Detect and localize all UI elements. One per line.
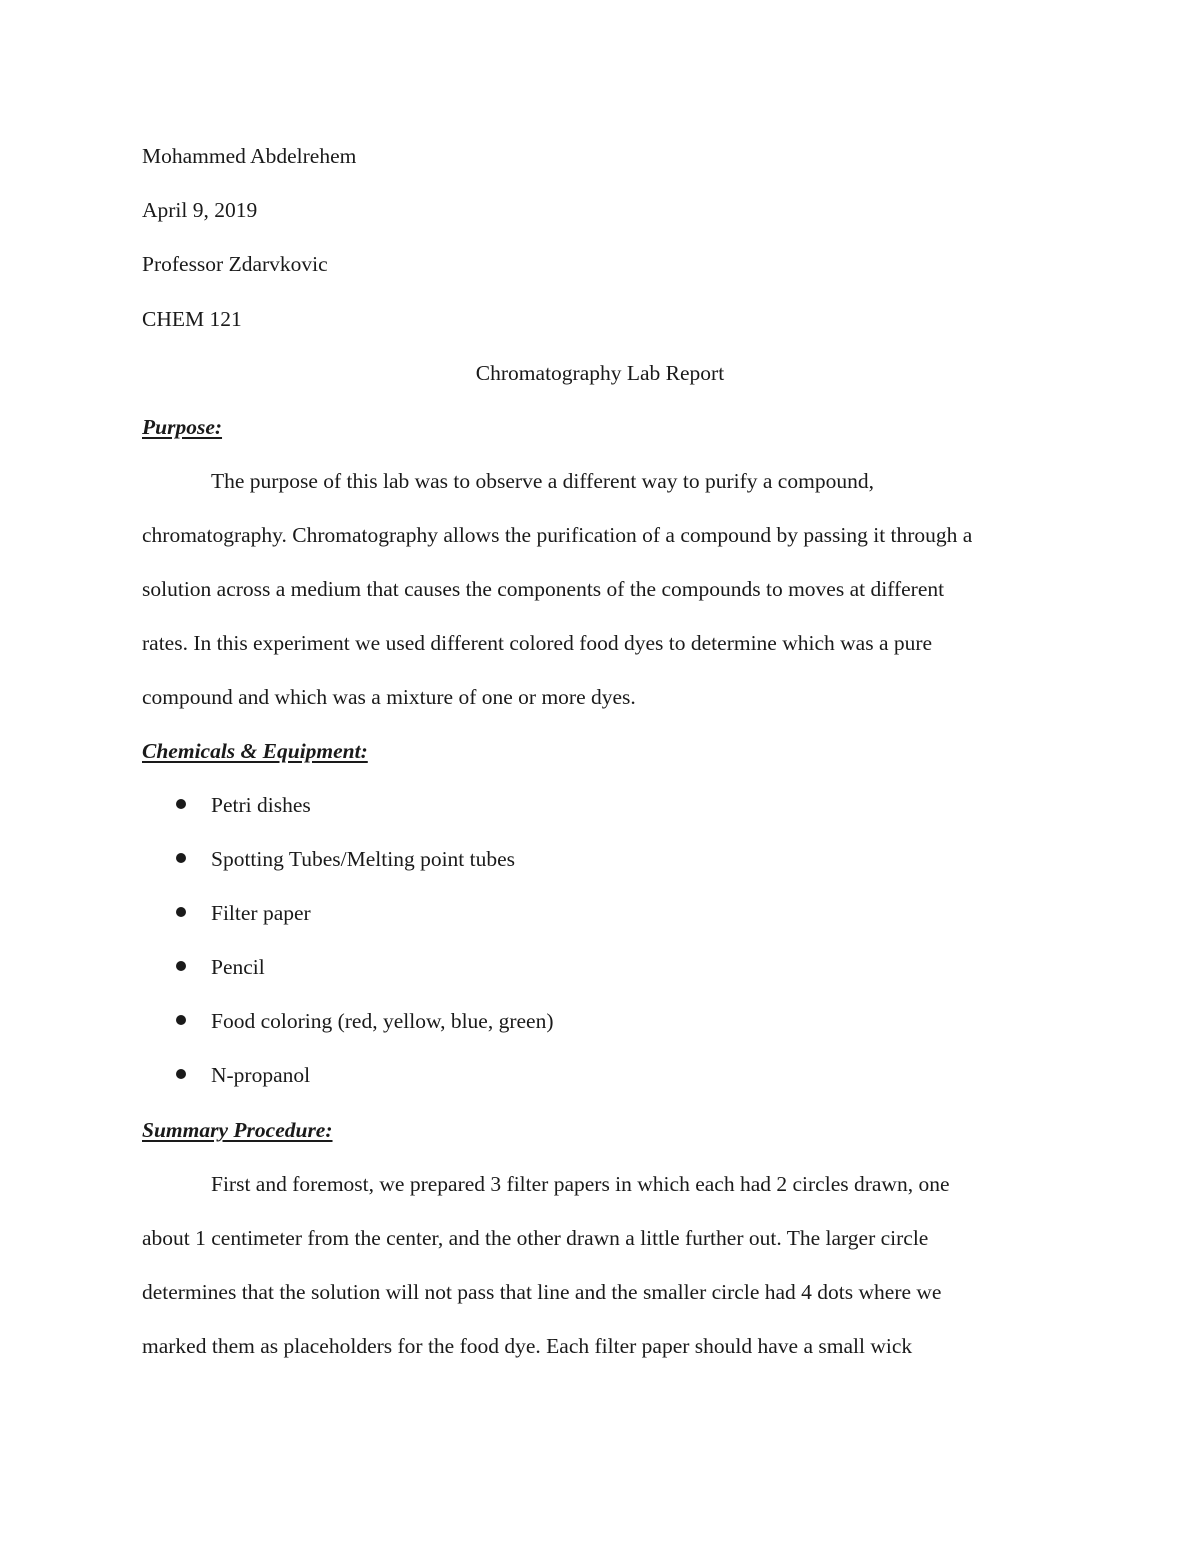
list-item (0, 1006, 1200, 1036)
bullet-icon (176, 1015, 186, 1025)
list-item-text: Spotting Tubes/Melting point tubes (211, 847, 516, 871)
report-date: April 9, 2019 (142, 198, 258, 222)
list-item (0, 898, 1200, 928)
purpose-line: The purpose of this lab was to observe a different way to purify a compound, (211, 469, 874, 493)
list-item-text: Food coloring (red, yellow, blue, green) (211, 1009, 554, 1033)
list-item (0, 790, 1200, 820)
procedure-line: about 1 centimeter from the center, and the other drawn a little further out. The larger circle (142, 1226, 929, 1250)
list-item-text: Petri dishes (211, 793, 311, 817)
author-name: Mohammed Abdelrehem (142, 144, 357, 168)
purpose-line: compound and which was a mixture of one or more dyes. (142, 685, 636, 709)
list-item-text: N-propanol (211, 1063, 311, 1087)
list-item-text: Pencil (211, 955, 265, 979)
bullet-icon (176, 907, 186, 917)
list-item-text: Filter paper (211, 901, 311, 925)
list-item (0, 1060, 1200, 1090)
purpose-heading: Purpose: (142, 415, 223, 439)
purpose-line: rates. In this experiment we used different colored food dyes to determine which was a pure (142, 631, 933, 655)
equipment-heading: Chemicals & Equipment: (142, 739, 368, 763)
list-item (0, 952, 1200, 982)
professor-name: Professor Zdarvkovic (142, 252, 328, 276)
course-code: CHEM 121 (142, 307, 242, 331)
bullet-icon (176, 799, 186, 809)
procedure-line: marked them as placeholders for the food dye. Each filter paper should have a small wick (142, 1334, 913, 1358)
bullet-icon (176, 853, 186, 863)
bullet-icon (176, 1069, 186, 1079)
purpose-line: chromatography. Chromatography allows the purification of a compound by passing it through a (142, 523, 973, 547)
procedure-line: determines that the solution will not pass that line and the smaller circle had 4 dots where we (142, 1280, 942, 1304)
document-title: Chromatography Lab Report (475, 361, 725, 385)
procedure-line: First and foremost, we prepared 3 filter papers in which each had 2 circles drawn, one (211, 1172, 950, 1196)
procedure-heading: Summary Procedure: (142, 1118, 333, 1142)
list-item (0, 844, 1200, 874)
purpose-line: solution across a medium that causes the components of the compounds to moves at different (142, 577, 945, 601)
bullet-icon (176, 961, 186, 971)
